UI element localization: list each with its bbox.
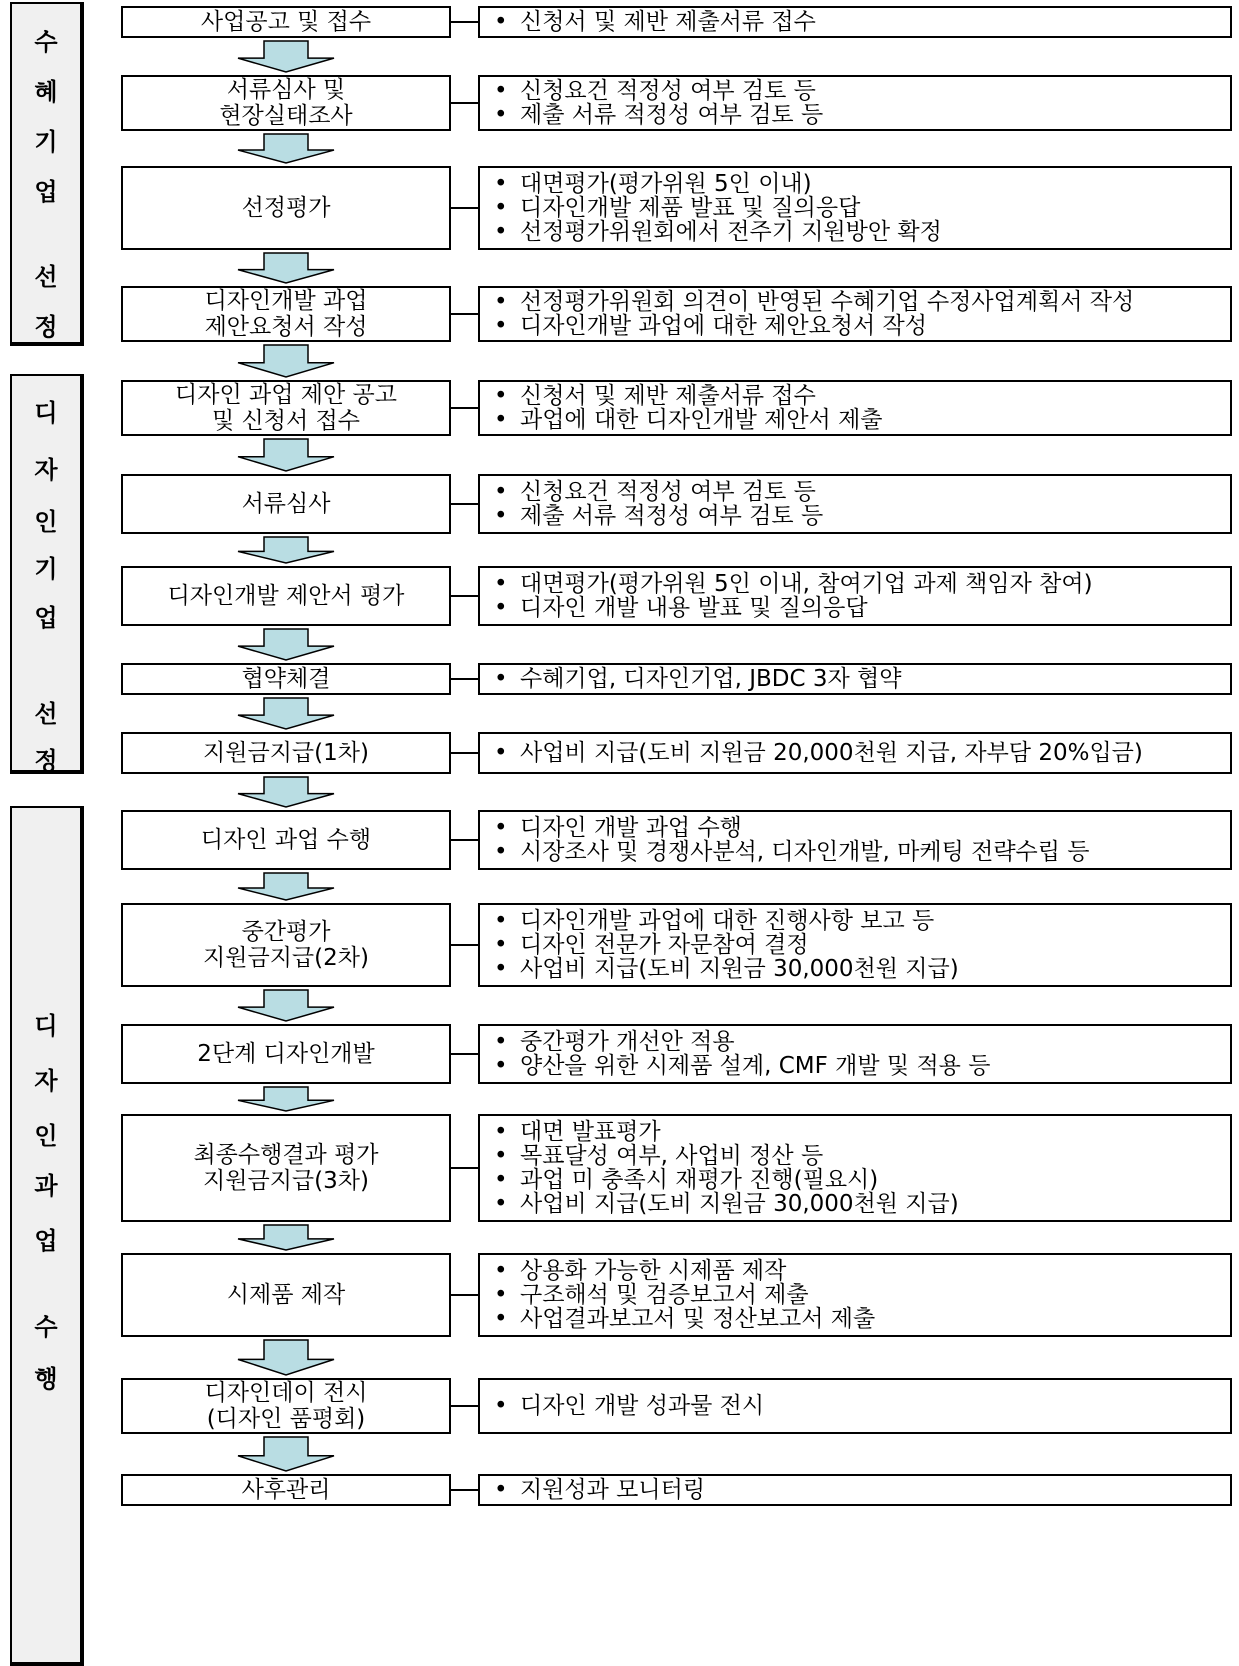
- connector-line: [451, 1405, 478, 1407]
- detail-item: [494, 1030, 1230, 1054]
- process-step-box: [121, 6, 451, 38]
- bullet-icon: •: [494, 1053, 508, 1079]
- phase-label-2: [10, 374, 84, 774]
- down-arrow-icon: [236, 438, 336, 472]
- bullet-icon: •: [494, 102, 508, 128]
- detail-text: 상용화 가능한 시제품 제작: [520, 1258, 787, 1284]
- bullet-icon: •: [494, 1191, 508, 1217]
- phase-label-char: 선: [34, 263, 58, 291]
- phase-label-char: 행: [34, 1365, 58, 1393]
- detail-item: [494, 909, 1230, 933]
- phase-label-3: [10, 806, 84, 1666]
- process-step-box: [121, 810, 451, 870]
- detail-item: [494, 480, 1230, 504]
- bullet-icon: •: [494, 479, 508, 505]
- detail-item: [494, 384, 1230, 408]
- detail-item: [494, 741, 1230, 765]
- bullet-icon: •: [494, 503, 508, 529]
- bullet-icon: •: [494, 1029, 508, 1055]
- detail-item: [494, 933, 1230, 957]
- connector-line: [451, 752, 478, 754]
- connector-line: [451, 207, 478, 209]
- bullet-icon: •: [494, 1167, 508, 1193]
- process-step-title: 중간평가: [241, 919, 331, 945]
- phase-label-char: 선: [34, 700, 58, 728]
- detail-item: [494, 172, 1230, 196]
- down-arrow-icon: [236, 40, 336, 73]
- detail-text: 중간평가 개선안 적용: [520, 1029, 735, 1055]
- process-step-box: [121, 380, 451, 436]
- detail-item: [494, 1307, 1230, 1331]
- detail-item: [494, 103, 1230, 127]
- connector-line: [451, 407, 478, 409]
- bullet-icon: •: [494, 78, 508, 104]
- phase-label-char: 인: [34, 1122, 58, 1150]
- phase-label-char: 자: [34, 1067, 58, 1095]
- phase-label-char: 수: [34, 28, 58, 56]
- detail-text: 디자인 개발 내용 발표 및 질의응답: [520, 595, 868, 621]
- process-step-box: [121, 1378, 451, 1434]
- bullet-icon: •: [494, 171, 508, 197]
- process-step-details: [478, 903, 1232, 987]
- process-step-title: 2단계 디자인개발: [197, 1041, 375, 1067]
- phase-label-char: 디: [34, 1012, 58, 1040]
- detail-text: 제출 서류 적정성 여부 검토 등: [520, 102, 824, 128]
- process-step-details: [478, 6, 1232, 38]
- detail-text: 신청서 및 제반 제출서류 접수: [520, 383, 816, 409]
- detail-item: [494, 840, 1230, 864]
- process-step-title: 시제품 제작: [226, 1282, 346, 1308]
- detail-item: [494, 79, 1230, 103]
- detail-text: 디자인개발 과업에 대한 진행사항 보고 등: [520, 908, 935, 934]
- down-arrow-icon: [236, 776, 336, 808]
- process-step-details: [478, 732, 1232, 774]
- process-step-box: [121, 732, 451, 774]
- process-step-title: 지원금지급(1차): [203, 740, 369, 766]
- detail-text: 목표달성 여부, 사업비 정산 등: [520, 1143, 824, 1169]
- down-arrow-icon: [236, 1086, 336, 1112]
- process-step-title: 최종수행결과 평가: [193, 1142, 379, 1168]
- bullet-icon: •: [494, 908, 508, 934]
- process-step-details: [478, 810, 1232, 870]
- phase-label-char: 업: [34, 1227, 58, 1255]
- down-arrow-icon: [236, 628, 336, 661]
- process-step-title: 사후관리: [241, 1477, 331, 1503]
- bullet-icon: •: [494, 815, 508, 841]
- bullet-icon: •: [494, 1282, 508, 1308]
- detail-item: [494, 816, 1230, 840]
- process-step-details: [478, 1024, 1232, 1084]
- bullet-icon: •: [494, 666, 508, 692]
- bullet-icon: •: [494, 1306, 508, 1332]
- phase-label-char: 정: [34, 747, 58, 775]
- process-step-title: 지원금지급(3차): [203, 1168, 369, 1194]
- bullet-icon: •: [494, 1258, 508, 1284]
- down-arrow-icon: [236, 697, 336, 730]
- process-step-details: [478, 380, 1232, 436]
- down-arrow-icon: [236, 872, 336, 901]
- process-step-details: [478, 1474, 1232, 1506]
- process-step-title: 현장실태조사: [219, 103, 353, 129]
- bullet-icon: •: [494, 839, 508, 865]
- detail-text: 과업에 대한 디자인개발 제안서 제출: [520, 407, 883, 433]
- process-step-title: 디자인데이 전시: [204, 1380, 368, 1406]
- phase-label-char: 혜: [34, 78, 58, 106]
- process-step-title: 및 신청서 접수: [212, 408, 360, 434]
- process-step-title: 제안요청서 작성: [204, 314, 368, 340]
- detail-text: 신청서 및 제반 제출서류 접수: [520, 9, 816, 35]
- detail-text: 디자인 개발 과업 수행: [520, 815, 742, 841]
- connector-line: [451, 102, 478, 104]
- process-step-details: [478, 75, 1232, 131]
- process-step-title: 협약체결: [241, 666, 331, 692]
- bullet-icon: •: [494, 195, 508, 221]
- process-step-title: 디자인 과업 수행: [200, 827, 372, 853]
- detail-text: 양산을 위한 시제품 설계, CMF 개발 및 적용 등: [520, 1053, 991, 1079]
- process-step-box: [121, 663, 451, 695]
- down-arrow-icon: [236, 989, 336, 1022]
- process-step-details: [478, 663, 1232, 695]
- process-step-title: (디자인 품평회): [206, 1406, 366, 1432]
- phase-label-char: 기: [34, 555, 58, 583]
- bullet-icon: •: [494, 407, 508, 433]
- bullet-icon: •: [494, 595, 508, 621]
- detail-item: [494, 596, 1230, 620]
- detail-item: [494, 504, 1230, 528]
- process-step-title: 서류심사 및: [226, 77, 346, 103]
- process-step-box: [121, 566, 451, 626]
- detail-item: [494, 1120, 1230, 1144]
- down-arrow-icon: [236, 1224, 336, 1251]
- bullet-icon: •: [494, 1119, 508, 1145]
- bullet-icon: •: [494, 571, 508, 597]
- bullet-icon: •: [494, 9, 508, 35]
- connector-line: [451, 313, 478, 315]
- detail-text: 디자인 전문가 자문참여 결정: [520, 932, 809, 958]
- process-step-box: [121, 1253, 451, 1337]
- detail-text: 대면평가(평가위원 5인 이내): [520, 171, 812, 197]
- detail-text: 사업비 지급(도비 지원금 30,000천원 지급): [520, 956, 959, 982]
- bullet-icon: •: [494, 1393, 508, 1419]
- down-arrow-icon: [236, 1436, 336, 1472]
- detail-text: 디자인개발 제품 발표 및 질의응답: [520, 195, 861, 221]
- process-step-title: 지원금지급(2차): [203, 945, 369, 971]
- process-step-title: 디자인개발 과업: [204, 288, 368, 314]
- process-step-details: [478, 566, 1232, 626]
- process-step-title: 사업공고 및 접수: [200, 9, 372, 35]
- detail-text: 대면 발표평가: [520, 1119, 661, 1145]
- detail-text: 선정평가위원회에서 전주기 지원방안 확정: [520, 219, 942, 245]
- down-arrow-icon: [236, 1339, 336, 1376]
- process-step-box: [121, 286, 451, 342]
- down-arrow-icon: [236, 344, 336, 378]
- detail-text: 사업결과보고서 및 정산보고서 제출: [520, 1306, 876, 1332]
- connector-line: [451, 944, 478, 946]
- connector-line: [451, 839, 478, 841]
- phase-label-char: 업: [34, 178, 58, 206]
- down-arrow-icon: [236, 133, 336, 164]
- phase-label-char: 디: [34, 399, 58, 427]
- bullet-icon: •: [494, 740, 508, 766]
- process-step-title: 선정평가: [241, 195, 331, 221]
- detail-text: 선정평가위원회 의견이 반영된 수혜기업 수정사업계획서 작성: [520, 289, 1135, 315]
- bullet-icon: •: [494, 932, 508, 958]
- connector-line: [451, 1489, 478, 1491]
- detail-item: [494, 1054, 1230, 1078]
- process-step-title: 디자인개발 제안서 평가: [167, 583, 405, 609]
- detail-item: [494, 1478, 1230, 1502]
- detail-text: 신청요건 적정성 여부 검토 등: [520, 78, 816, 104]
- phase-label-char: 과: [34, 1172, 58, 1200]
- detail-item: [494, 290, 1230, 314]
- detail-item: [494, 196, 1230, 220]
- bullet-icon: •: [494, 1143, 508, 1169]
- connector-line: [451, 21, 478, 23]
- down-arrow-icon: [236, 252, 336, 284]
- detail-text: 제출 서류 적정성 여부 검토 등: [520, 503, 824, 529]
- detail-item: [494, 10, 1230, 34]
- process-step-details: [478, 474, 1232, 534]
- process-step-box: [121, 1114, 451, 1222]
- detail-text: 구조해석 및 검증보고서 제출: [520, 1282, 809, 1308]
- bullet-icon: •: [494, 1477, 508, 1503]
- bullet-icon: •: [494, 956, 508, 982]
- detail-item: [494, 957, 1230, 981]
- process-step-title: 서류심사: [241, 491, 331, 517]
- detail-item: [494, 1394, 1230, 1418]
- detail-text: 수혜기업, 디자인기업, JBDC 3자 협약: [520, 666, 902, 692]
- connector-line: [451, 1053, 478, 1055]
- detail-item: [494, 667, 1230, 691]
- detail-text: 사업비 지급(도비 지원금 30,000천원 지급): [520, 1191, 959, 1217]
- detail-text: 지원성과 모니터링: [520, 1477, 706, 1503]
- detail-text: 사업비 지급(도비 지원금 20,000천원 지급, 자부담 20%입금): [520, 740, 1143, 766]
- detail-item: [494, 1192, 1230, 1216]
- connector-line: [451, 595, 478, 597]
- connector-line: [451, 503, 478, 505]
- detail-text: 대면평가(평가위원 5인 이내, 참여기업 과제 책임자 참여): [520, 571, 1093, 597]
- bullet-icon: •: [494, 383, 508, 409]
- detail-text: 과업 미 충족시 재평가 진행(필요시): [520, 1167, 879, 1193]
- connector-line: [451, 1167, 478, 1169]
- phase-label-char: 정: [34, 313, 58, 341]
- phase-label-char: 기: [34, 128, 58, 156]
- detail-item: [494, 314, 1230, 338]
- process-step-details: [478, 1378, 1232, 1434]
- process-step-title: 디자인 과업 제안 공고: [175, 382, 397, 408]
- process-step-box: [121, 903, 451, 987]
- connector-line: [451, 1294, 478, 1296]
- detail-text: 디자인 개발 성과물 전시: [520, 1393, 765, 1419]
- detail-item: [494, 572, 1230, 596]
- down-arrow-icon: [236, 536, 336, 564]
- bullet-icon: •: [494, 313, 508, 339]
- process-step-details: [478, 166, 1232, 250]
- phase-label-char: 자: [34, 456, 58, 484]
- process-step-box: [121, 1474, 451, 1506]
- process-step-box: [121, 1024, 451, 1084]
- process-step-box: [121, 474, 451, 534]
- process-step-details: [478, 1114, 1232, 1222]
- detail-item: [494, 1283, 1230, 1307]
- connector-line: [451, 678, 478, 680]
- detail-text: 시장조사 및 경쟁사분석, 디자인개발, 마케팅 전략수립 등: [520, 839, 1090, 865]
- phase-label-char: 업: [34, 604, 58, 632]
- detail-text: 신청요건 적정성 여부 검토 등: [520, 479, 816, 505]
- phase-label-char: 수: [34, 1313, 58, 1341]
- process-step-box: [121, 166, 451, 250]
- process-step-details: [478, 1253, 1232, 1337]
- detail-item: [494, 1168, 1230, 1192]
- detail-item: [494, 408, 1230, 432]
- bullet-icon: •: [494, 289, 508, 315]
- process-step-box: [121, 75, 451, 131]
- detail-item: [494, 1144, 1230, 1168]
- detail-item: [494, 220, 1230, 244]
- process-step-details: [478, 286, 1232, 342]
- phase-label-char: 인: [34, 508, 58, 536]
- detail-text: 디자인개발 과업에 대한 제안요청서 작성: [520, 313, 927, 339]
- phase-label-1: [10, 2, 84, 346]
- bullet-icon: •: [494, 219, 508, 245]
- detail-item: [494, 1259, 1230, 1283]
